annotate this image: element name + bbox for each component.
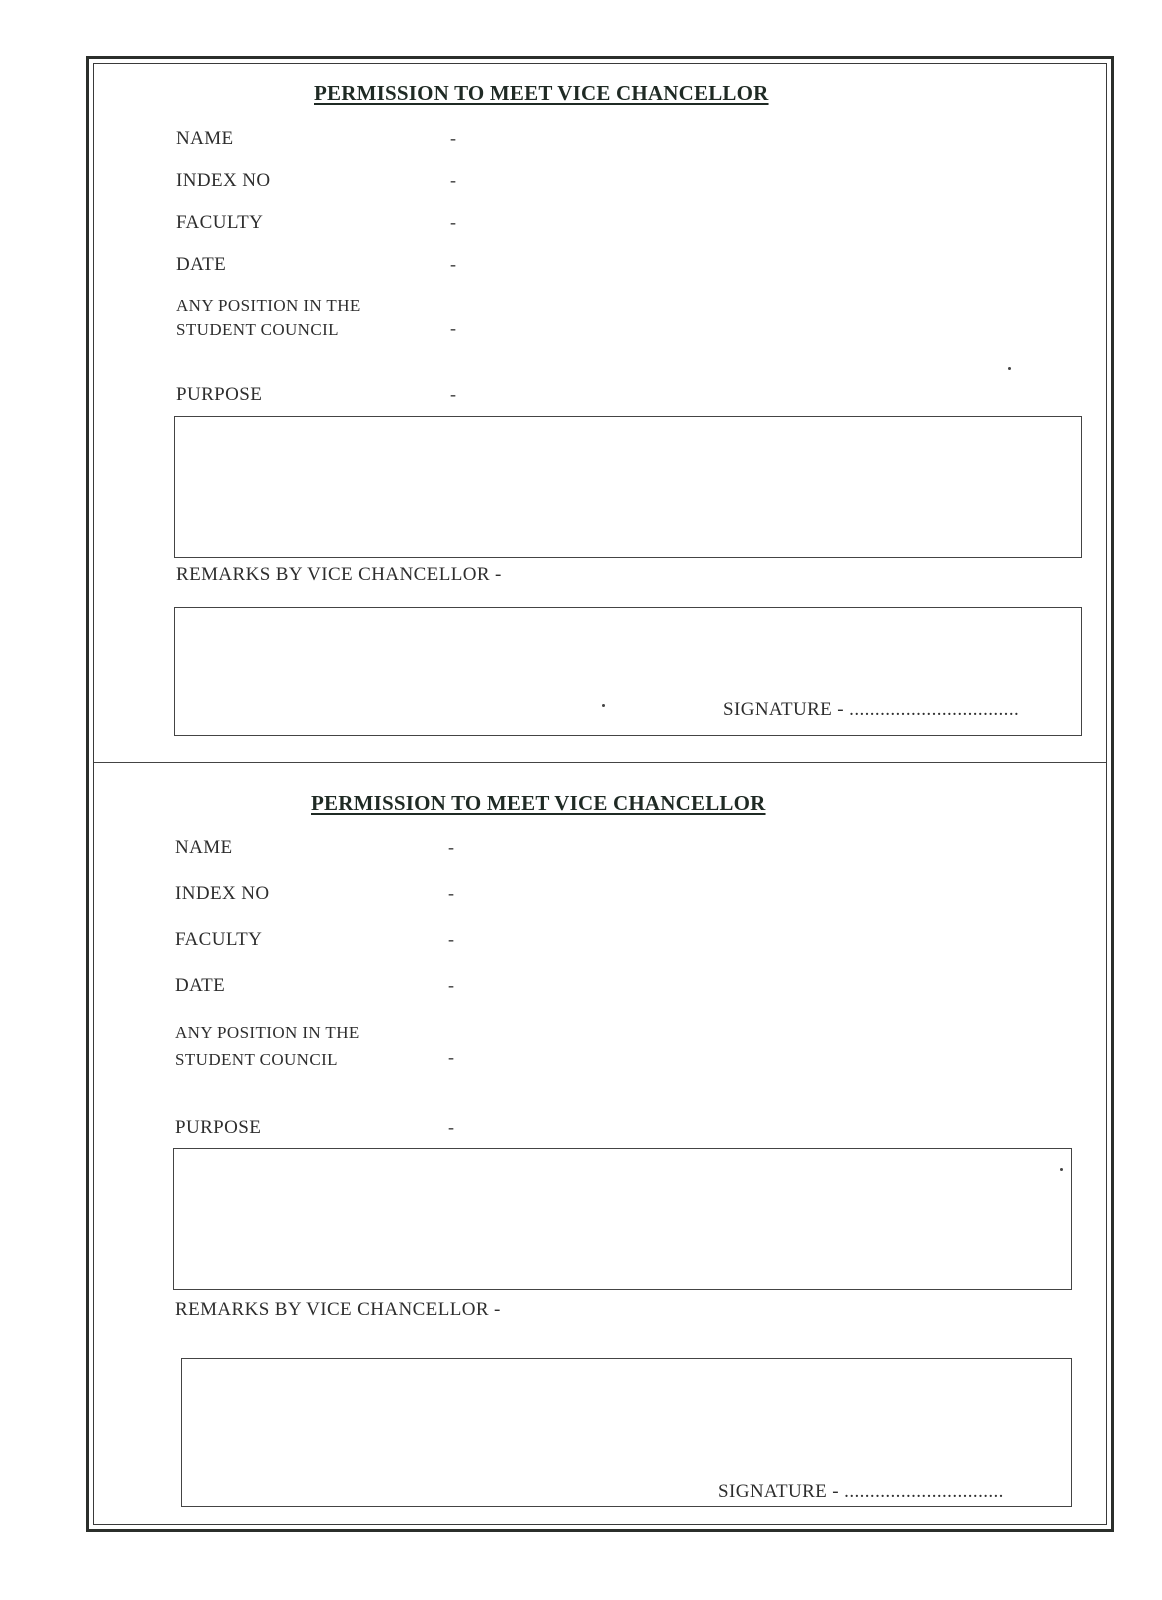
purpose-box[interactable] xyxy=(173,1148,1072,1290)
label-name: NAME xyxy=(175,837,233,858)
field-separator: - xyxy=(448,975,454,995)
label-remarks: REMARKS BY VICE CHANCELLOR - xyxy=(175,1299,501,1320)
field-separator: - xyxy=(450,212,456,232)
label-index-no: INDEX NO xyxy=(176,170,271,191)
field-separator: - xyxy=(448,837,454,857)
field-separator: - xyxy=(448,883,454,903)
label-date: DATE xyxy=(176,254,227,275)
label-name: NAME xyxy=(176,128,234,149)
form-title: PERMISSION TO MEET VICE CHANCELLOR xyxy=(314,81,769,105)
form-bottom xyxy=(94,763,1106,1523)
field-separator: - xyxy=(448,1117,454,1137)
field-separator: - xyxy=(448,1047,454,1067)
scan-speck xyxy=(1008,367,1011,370)
label-remarks: REMARKS BY VICE CHANCELLOR - xyxy=(176,564,502,585)
purpose-box[interactable] xyxy=(174,416,1082,558)
label-purpose: PURPOSE xyxy=(175,1117,262,1138)
remarks-box[interactable] xyxy=(181,1358,1072,1507)
form-top xyxy=(94,64,1106,762)
field-separator: - xyxy=(450,128,456,148)
form-title: PERMISSION TO MEET VICE CHANCELLOR xyxy=(311,791,766,815)
signature-line[interactable]: SIGNATURE - ............................... xyxy=(718,1481,1004,1502)
label-faculty: FACULTY xyxy=(176,212,264,233)
remarks-box[interactable] xyxy=(174,607,1082,736)
scan-speck xyxy=(1060,1168,1063,1171)
label-student-council-position: ANY POSITION IN THE STUDENT COUNCIL xyxy=(175,1023,360,1069)
field-separator: - xyxy=(450,384,456,404)
signature-line[interactable]: SIGNATURE - ................................. xyxy=(723,699,1020,720)
field-separator: - xyxy=(450,254,456,274)
scan-speck xyxy=(602,704,605,707)
form-sheet-border xyxy=(86,56,1114,1532)
field-separator: - xyxy=(448,929,454,949)
label-student-council-position: ANY POSITION IN THE STUDENT COUNCIL xyxy=(176,296,361,339)
label-faculty: FACULTY xyxy=(175,929,263,950)
field-separator: - xyxy=(450,318,456,338)
label-index-no: INDEX NO xyxy=(175,883,270,904)
label-date: DATE xyxy=(175,975,226,996)
label-purpose: PURPOSE xyxy=(176,384,263,405)
field-separator: - xyxy=(450,170,456,190)
form-sheet-inner-border xyxy=(93,63,1107,1525)
